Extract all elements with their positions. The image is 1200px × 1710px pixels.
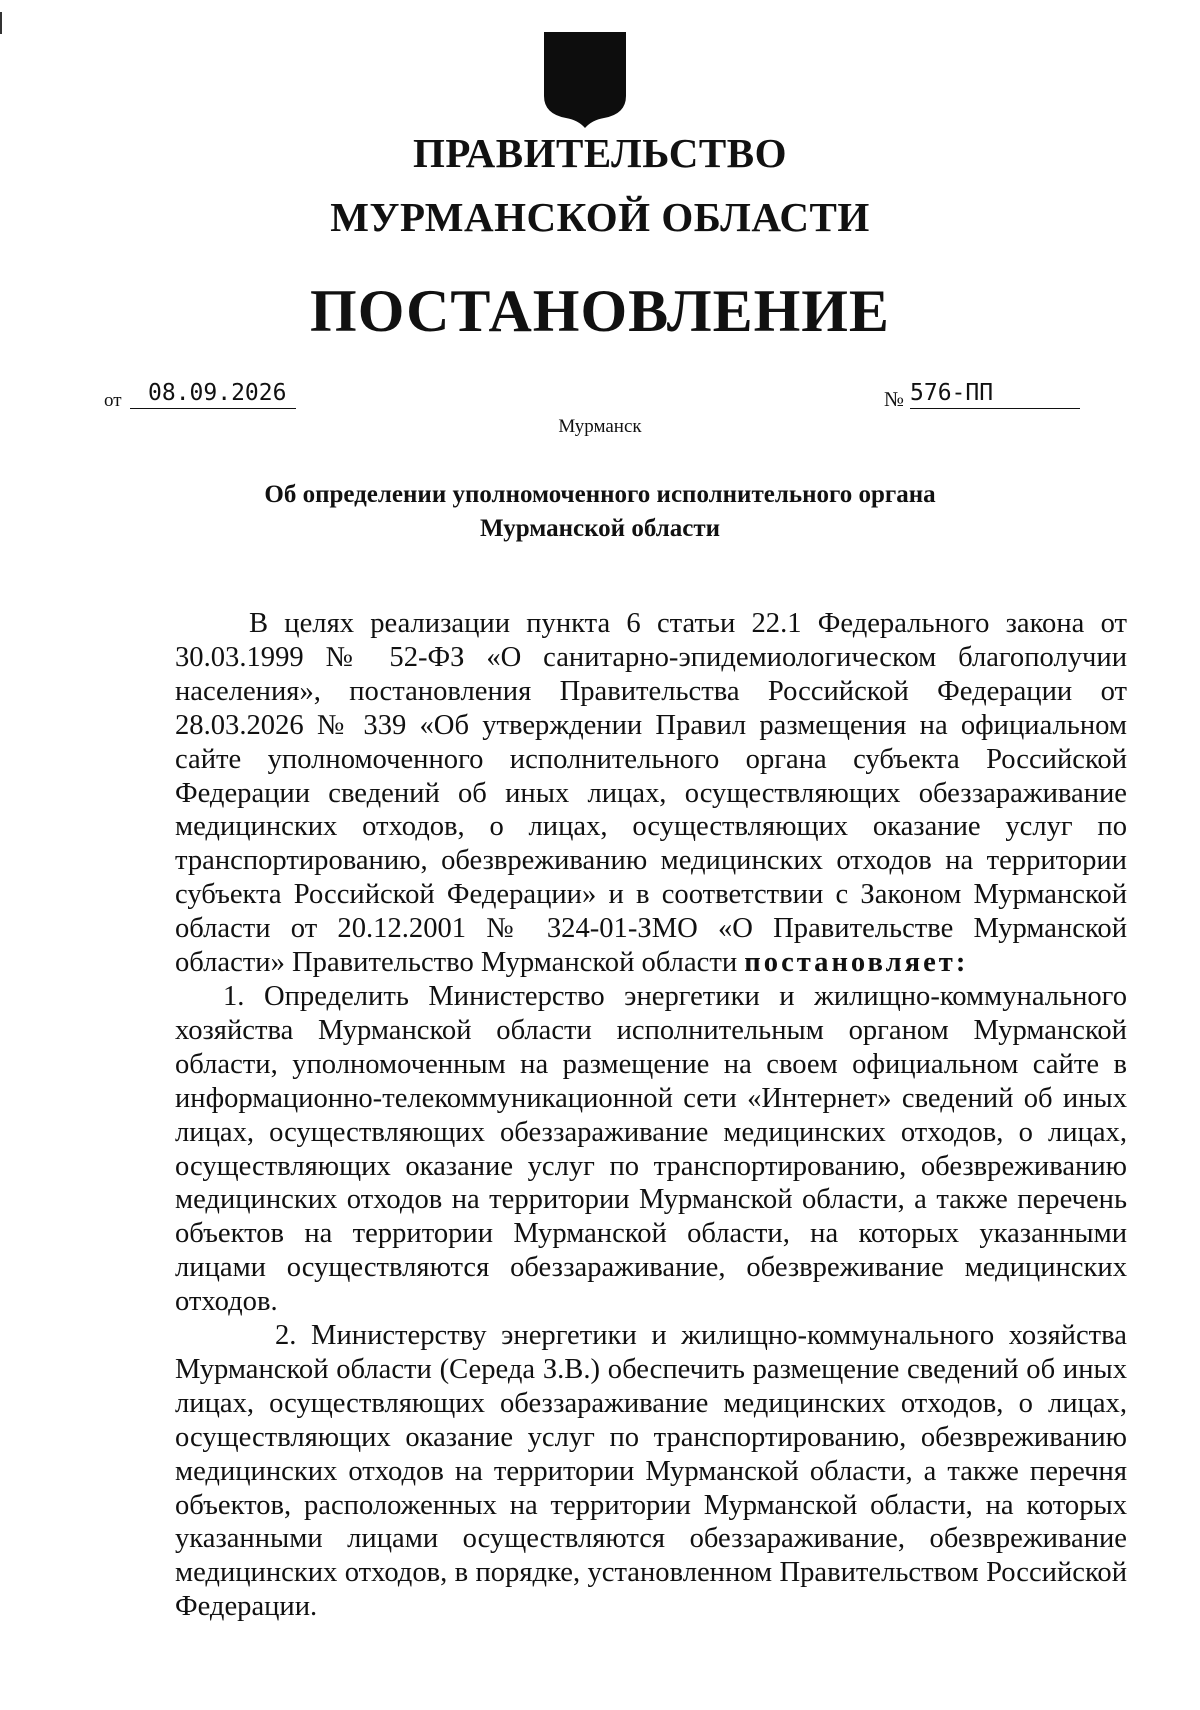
subject-line2: Мурманской области — [479, 515, 721, 542]
document-body — [175, 607, 1127, 1624]
document-type-title: ПОСТАНОВЛЕНИЕ — [310, 278, 890, 344]
date-prefix: от — [104, 390, 122, 411]
date-value: 08.09.2026 — [148, 380, 287, 406]
intro-keyword: постановляет: — [744, 947, 969, 979]
government-name-line1: ПРАВИТЕЛЬСТВО — [412, 130, 788, 176]
date-field — [130, 378, 296, 409]
item-1-paragraph: 1. Определить Министерство энергетики и жилищно-коммунального хозяйства Мурманской области исполнительным органом Мурманской области, уполномоченным на размещение на своем официальном сайте в информационно-телекоммуникационной сети «Интернет» сведений об иных лицах, осуществляющих обеззараживание медицинских отходов, о лицах, осуществляющих оказание услуг по транспортированию, обезвреживанию медицинских отходов на территории Мурманской области, а также перечень объектов на территории Мурманской области, на которых указанными лицами осуществляются обеззараживание, обезвреживание медицинских отходов. — [175, 980, 1127, 1318]
number-prefix: № — [884, 387, 905, 411]
scan-mark — [0, 12, 2, 34]
number-value: 576-ПП — [910, 380, 994, 406]
subject-line1: Об определении уполномоченного исполнительного органа — [264, 481, 936, 508]
item-2-paragraph: 2. Министерству энергетики и жилищно-коммунального хозяйства Мурманской области (Середа З.В.) обеспечить размещение сведений об иных лицах, осуществляющих обеззараживание медицинских отходов, о лицах, осуществляющих оказание услуг по транспортированию, обезвреживанию медицинских отходов на территории Мурманской области, а также перечня объектов, расположенных на территории Мурманской области, на которых указанными лицами осуществляются обеззараживание, обезвреживание медицинских отходов, в порядке, установленном Правительством Российской Федерации. — [175, 1320, 1127, 1623]
intro-text: В целях реализации пункта 6 статьи 22.1 Федерального закона от 30.03.1999 № 52-ФЗ «О санитарно-эпидемиологическом благополучии населения», постановления Правительства Российской Федерации от 28.03.2026 № 339 «Об утверждении Правил размещения на официальном сайте уполномоченного исполнительного органа субъекта Российской Федерации сведений об иных лицах, осуществляющих обеззараживание медицинских отходов, о лицах, осуществляющих оказание услуг по транспортированию, обезвреживанию медицинских отходов на территории субъекта Российской Федерации» и в соответствии с Законом Мурманской области от 20.12.2001 № 324-01-ЗМО «О Правительстве Мурманской области» Правительство Мурманской области — [175, 608, 1127, 979]
intro-paragraph — [175, 607, 1127, 980]
document-subject — [0, 478, 1200, 546]
number-field — [910, 378, 1080, 409]
government-name-line2: МУРМАНСКОЙ ОБЛАСТИ — [330, 194, 870, 240]
coat-of-arms-icon — [542, 30, 628, 130]
city-name: Мурманск — [558, 416, 642, 437]
